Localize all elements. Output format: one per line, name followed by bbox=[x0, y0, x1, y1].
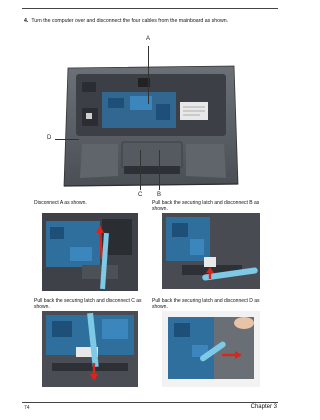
panel-a-caption: Disconnect A as shown. bbox=[34, 200, 87, 206]
callout-label-d: D bbox=[47, 135, 52, 141]
callout-leader-a bbox=[148, 46, 149, 104]
header-rule bbox=[22, 8, 278, 9]
callout-label-c: C bbox=[138, 192, 143, 198]
panel-c-caption: Pull back the securing latch and disconnect C as shown. bbox=[34, 298, 142, 311]
panel-b-photo bbox=[162, 213, 260, 289]
page-number: 74 bbox=[24, 405, 30, 411]
panel-c-photo bbox=[42, 311, 138, 387]
step-text: Turn the computer over and disconnect the four cables from the mainboard as shown. bbox=[31, 18, 229, 24]
main-figure-laptop-bottom bbox=[62, 64, 240, 188]
chapter-label: Chapter 3 bbox=[250, 404, 277, 410]
step-number: 4. bbox=[24, 18, 29, 24]
callout-leader-c bbox=[140, 150, 141, 190]
step-instruction bbox=[24, 18, 274, 25]
callout-label-a: A bbox=[146, 36, 151, 42]
callout-leader-d bbox=[55, 139, 79, 140]
panel-a-photo bbox=[42, 213, 138, 291]
footer-rule bbox=[22, 402, 278, 403]
panel-d-caption: Pull back the securing latch and disconnect D as shown. bbox=[152, 298, 260, 311]
panel-d-photo bbox=[162, 311, 260, 387]
callout-label-b: B bbox=[157, 192, 162, 198]
callout-leader-b bbox=[159, 150, 160, 190]
panel-b-caption: Pull back the securing latch and disconnect B as shown. bbox=[152, 200, 260, 213]
